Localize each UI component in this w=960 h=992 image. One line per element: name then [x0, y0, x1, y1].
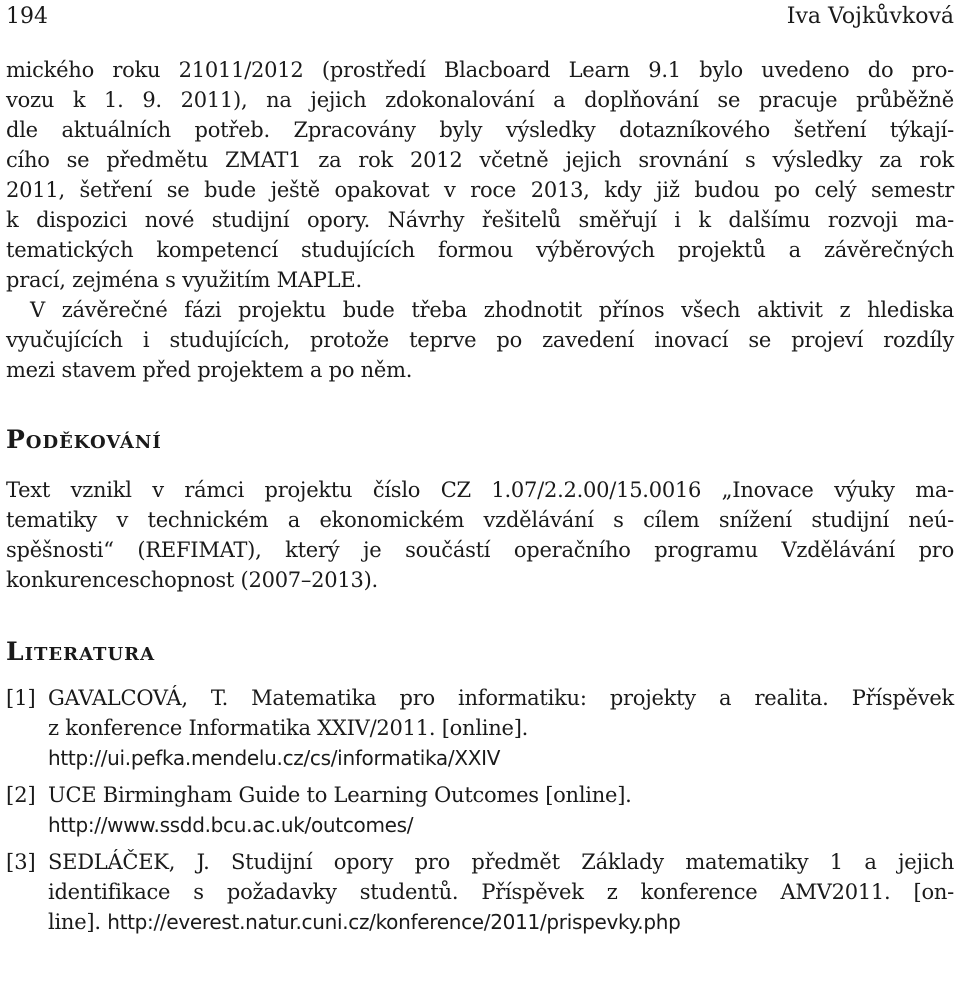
text-line: cího se předmětu ZMAT1 za rok 2012 včetně jejich srovnání s výsledky za rok — [6, 148, 954, 172]
running-header — [6, 2, 954, 32]
reference-number: [2] — [6, 783, 36, 807]
text-line: k dispozici nové studijní opory. Návrhy řešitelů směřují i k dalšímu rozvoji ma- — [6, 208, 954, 232]
reference-item — [6, 780, 954, 840]
body-paragraph-1 — [6, 55, 954, 295]
text-line: konkurenceschopnost (2007–2013). — [6, 568, 378, 592]
reference-url-link[interactable]: http://ui.pefka.mendelu.cz/cs/informatika/XXIV — [48, 746, 501, 770]
text-line: V závěrečné fázi projektu bude třeba zhodnotit přínos všech aktivit z hlediska — [30, 298, 954, 322]
text-line: prací, zejména s využitím MAPLE. — [6, 268, 362, 292]
acknowledgement-paragraph — [6, 475, 954, 595]
reference-url-link[interactable]: http://www.ssdd.bcu.ac.uk/outcomes/ — [48, 813, 414, 837]
page-number: 194 — [6, 4, 48, 29]
text-line: tematických kompetencí studujících formou výběrových projektů a závěrečných — [6, 238, 954, 262]
text-line: 2011, šetření se bude ještě opakovat v roce 2013, kdy již budou po celý semestr — [6, 178, 954, 202]
text-line: Text vznikl v rámci projektu číslo CZ 1.07/2.2.00/15.0016 „Inovace výuky ma- — [6, 478, 954, 502]
text-line: mezi stavem před projektem a po něm. — [6, 358, 413, 382]
text-line: tematiky v technickém a ekonomickém vzdělávání s cílem snížení studijní neú- — [6, 508, 954, 532]
reference-item — [6, 847, 954, 937]
reference-number: [3] — [6, 850, 36, 874]
reference-text: identifikace s požadavky studentů. Příspěvek z konference AMV2011. [on- — [48, 880, 954, 904]
reference-text: line]. — [48, 910, 101, 934]
body-paragraph-2 — [6, 295, 954, 385]
reference-text-last — [48, 907, 954, 937]
reference-text: SEDLÁČEK, J. Studijní opory pro předmět Základy matematiky 1 a jejich — [48, 850, 954, 874]
page — [6, 0, 954, 944]
text-line: mického roku 21011/2012 (prostředí Blacboard Learn 9.1 bylo uvedeno do pro- — [6, 58, 954, 82]
literature-heading: Literatura — [6, 637, 156, 666]
reference-list — [6, 683, 954, 937]
reference-text: z konference Informatika XXIV/2011. [online]. — [48, 716, 529, 740]
text-line: dle aktuálních potřeb. Zpracovány byly výsledky dotazníkového šetření týkají- — [6, 118, 954, 142]
text-line: spěšnosti“ (REFIMAT), který je součástí operačního programu Vzdělávání pro — [6, 538, 954, 562]
reference-text: UCE Birmingham Guide to Learning Outcomes [online]. — [48, 783, 632, 807]
text-line: vyučujících i studujících, protože teprve po zavedení inovací se projeví rozdíly — [6, 328, 954, 352]
reference-text: GAVALCOVÁ, T. Matematika pro informatiku: projekty a realita. Příspěvek — [48, 686, 954, 710]
reference-url-link[interactable]: http://everest.natur.cuni.cz/konference/2011/prispevky.php — [107, 910, 681, 934]
text-line: vozu k 1. 9. 2011), na jejich zdokonalování a doplňování se pracuje průběžně — [6, 88, 954, 112]
acknowledgement-heading: Poděkování — [6, 425, 162, 454]
reference-number: [1] — [6, 686, 36, 710]
running-head-author: Iva Vojkůvková — [786, 4, 954, 29]
reference-item — [6, 683, 954, 773]
